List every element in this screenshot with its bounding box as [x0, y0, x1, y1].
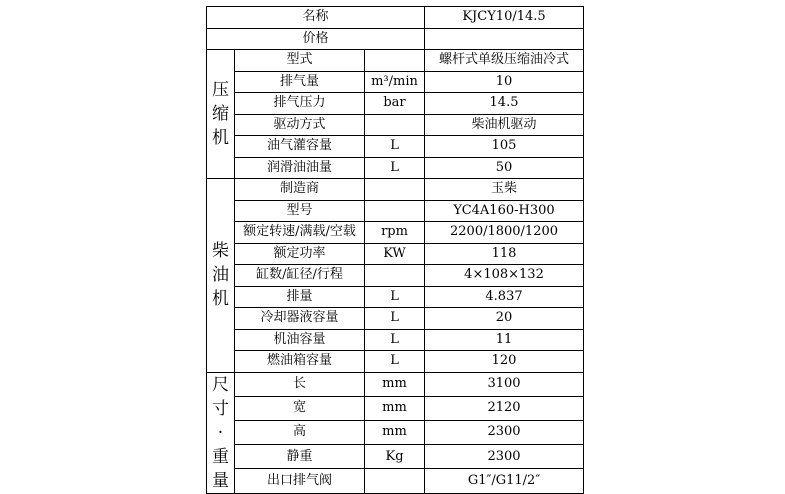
unit-cell	[365, 50, 425, 72]
unit-cell	[365, 200, 425, 222]
param-cell: 缸数/缸径/行程	[235, 265, 365, 287]
unit-cell: KW	[365, 243, 425, 265]
param-cell: 油气灌容量	[235, 136, 365, 158]
spec-table	[206, 6, 584, 494]
spec-row	[207, 469, 584, 493]
param-cell: 润滑油油量	[235, 157, 365, 179]
price-row	[207, 28, 584, 50]
unit-cell: mm	[365, 372, 425, 396]
value-cell: 柴油机驱动	[425, 114, 584, 136]
value-cell: 4×108×132	[425, 265, 584, 287]
spec-row	[207, 243, 584, 265]
spec-row	[207, 114, 584, 136]
name-row	[207, 7, 584, 29]
value-cell: 2300	[425, 445, 584, 469]
spec-body	[207, 7, 584, 494]
param-cell: 出口排气阀	[235, 469, 365, 493]
spec-row	[207, 179, 584, 201]
value-cell: 11	[425, 329, 584, 351]
param-cell: 长	[235, 372, 365, 396]
group-label-char: 压	[212, 80, 229, 100]
spec-row	[207, 308, 584, 330]
unit-cell: rpm	[365, 222, 425, 244]
group-label	[207, 372, 235, 493]
value-cell: 10	[425, 71, 584, 93]
value-cell: 2300	[425, 420, 584, 444]
param-cell: 排气量	[235, 71, 365, 93]
price-label: 价格	[207, 28, 425, 50]
name-label: 名称	[207, 7, 425, 29]
param-cell: 额定转速/满载/空载	[235, 222, 365, 244]
spec-row	[207, 420, 584, 444]
group-label-char: 重	[212, 446, 229, 467]
group-label-char: 量	[212, 470, 229, 491]
unit-cell: mm	[365, 396, 425, 420]
value-cell: 3100	[425, 372, 584, 396]
param-cell: 冷却器液容量	[235, 308, 365, 330]
unit-cell: bar	[365, 93, 425, 115]
param-cell: 驱动方式	[235, 114, 365, 136]
group-label-char: 缩	[212, 104, 229, 124]
unit-cell	[365, 265, 425, 287]
spec-row	[207, 50, 584, 72]
value-cell: 50	[425, 157, 584, 179]
unit-cell: Kg	[365, 445, 425, 469]
unit-cell: L	[365, 157, 425, 179]
spec-row	[207, 351, 584, 373]
unit-cell: L	[365, 136, 425, 158]
unit-cell	[365, 469, 425, 493]
value-cell: 120	[425, 351, 584, 373]
value-cell: 14.5	[425, 93, 584, 115]
value-cell: 螺杆式单级压缩油冷式	[425, 50, 584, 72]
spec-row	[207, 329, 584, 351]
spec-row	[207, 157, 584, 179]
group-label-char: 尺	[212, 374, 229, 395]
value-cell: 20	[425, 308, 584, 330]
param-cell: 型号	[235, 200, 365, 222]
param-cell: 静重	[235, 445, 365, 469]
spec-row	[207, 93, 584, 115]
name-value: KJCY10/14.5	[425, 7, 584, 29]
param-cell: 高	[235, 420, 365, 444]
group-label-char: 寸	[212, 398, 229, 419]
spec-row	[207, 200, 584, 222]
group-label-char: 机	[212, 128, 229, 148]
spec-row	[207, 136, 584, 158]
param-cell: 额定功率	[235, 243, 365, 265]
value-cell: 2200/1800/1200	[425, 222, 584, 244]
unit-cell	[365, 179, 425, 201]
value-cell: G1″/G11/2″	[425, 469, 584, 493]
param-cell: 宽	[235, 396, 365, 420]
spec-row	[207, 265, 584, 287]
param-cell: 排气压力	[235, 93, 365, 115]
unit-cell: L	[365, 329, 425, 351]
group-label-char: 机	[212, 289, 229, 310]
price-value	[425, 28, 584, 50]
spec-row	[207, 372, 584, 396]
param-cell: 排量	[235, 286, 365, 308]
group-label-char: ·	[217, 422, 224, 443]
unit-cell: mm	[365, 420, 425, 444]
unit-cell	[365, 114, 425, 136]
spec-row	[207, 286, 584, 308]
value-cell: 4.837	[425, 286, 584, 308]
value-cell: 105	[425, 136, 584, 158]
param-cell: 机油容量	[235, 329, 365, 351]
unit-cell: L	[365, 351, 425, 373]
group-label	[207, 50, 235, 179]
param-cell: 型式	[235, 50, 365, 72]
unit-cell: L	[365, 286, 425, 308]
spec-row	[207, 71, 584, 93]
value-cell: 玉柴	[425, 179, 584, 201]
spec-row	[207, 396, 584, 420]
spec-row	[207, 445, 584, 469]
spec-row	[207, 222, 584, 244]
group-label-char: 柴	[212, 241, 229, 262]
unit-cell: L	[365, 308, 425, 330]
param-cell: 燃油箱容量	[235, 351, 365, 373]
value-cell: YC4A160-H300	[425, 200, 584, 222]
group-label-char: 油	[212, 265, 229, 286]
param-cell: 制造商	[235, 179, 365, 201]
unit-cell: m³/min	[365, 71, 425, 93]
group-label	[207, 179, 235, 373]
value-cell: 118	[425, 243, 584, 265]
value-cell: 2120	[425, 396, 584, 420]
